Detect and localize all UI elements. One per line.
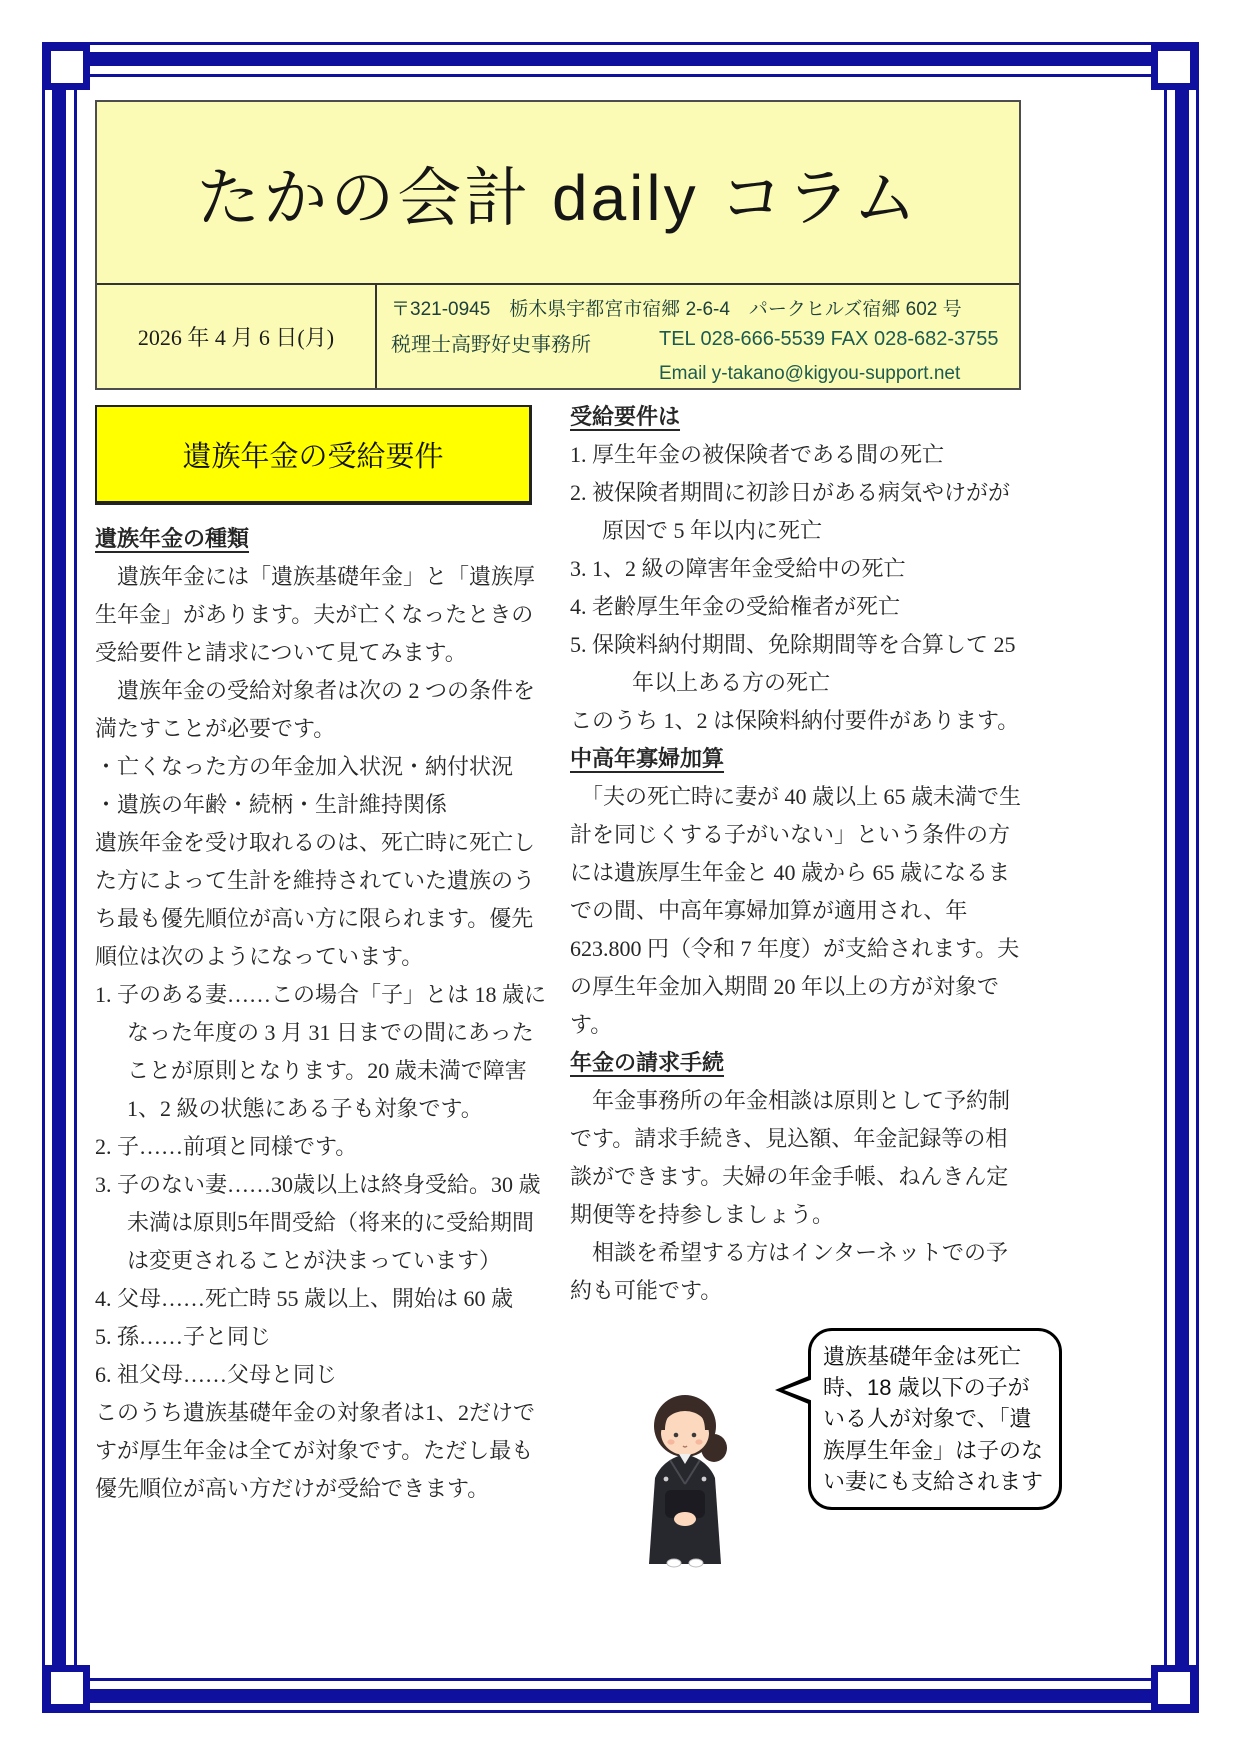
paragraph: 相談を希望する方はインターネットでの予約も可能です。 [570,1240,1009,1303]
frame-corner-top-left [44,44,90,90]
subheading-claim-procedure: 年金の請求手続 [570,1050,725,1075]
paragraph: 遺族年金を受け取れるのは、死亡時に死亡した方によって生計を維持されていた遺族のうち最も優先順位が高い方に限られます。優先順位は次のようになっています。 [95,830,536,969]
frame-corner-bottom-left [44,1665,90,1711]
speech-bubble [808,1328,1062,1510]
frame-corner-bottom-right [1151,1665,1197,1711]
bullet-item: ・遺族の年齢・続柄・生計維持関係 [95,792,448,817]
article-title-box [95,405,532,505]
bullet-item: ・亡くなった方の年金加入状況・納付状況 [95,754,514,779]
paragraph: 遺族年金の受給対象者は次の 2 つの条件を満たすことが必要です。 [95,678,536,741]
numbered-item: 5. 孫……子と同じ [95,1324,272,1349]
numbered-item: 4. 父母……死亡時 55 歳以上、開始は 60 歳 [95,1286,514,1311]
left-column [95,520,553,1508]
numbered-item: 3. 子のない妻……30歳以上は終身受給。30 歳未満は原則5年間受給（将来的に受給期間は変更されることが決まっています） [95,1172,541,1273]
numbered-item: 1. 子のある妻……この場合「子」とは 18 歳になった年度の 3 月 31 日までの間にあったことが原則となります。20 歳未満で障害 1、2 級の状態にある子も対象です。 [95,982,547,1121]
issue-date: 2026 年 4 月 6 日(月) [97,285,377,388]
numbered-item: 5. 保険料納付期間、免除期間等を合算して 25 年以上ある方の死亡 [570,632,1016,695]
right-column [570,398,1044,1568]
paragraph: このうち遺族基礎年金の対象者は1、2だけですが厚生年金は全てが対象です。ただし最も優先順位が高い方だけが受給できます。 [95,1400,536,1501]
subheading-eligibility: 受給要件は [570,404,681,429]
paragraph: 年金事務所の年金相談は原則として予約制です。請求手続き、見込額、年金記録等の相談ができます。夫婦の年金手帳、ねんきん定期便等を持参しましょう。 [570,1088,1011,1227]
office-address: 〒321-0945 栃木県宇都宮市宿郷 2-6-4 パークヒルズ宿郷 602 号 [391,299,962,320]
office-email: Email y-takano@kigyou-support.net [659,363,961,384]
subheading-pension-types: 遺族年金の種類 [95,526,250,551]
office-row [391,328,1009,357]
subheading-widow-addition: 中高年寡婦加算 [570,746,725,771]
numbered-item: 2. 被保険者期間に初診日がある病気やけがが原因で 5 年以内に死亡 [570,480,1011,543]
frame-corner-top-right [1151,44,1197,90]
figure-row [610,1328,1044,1568]
newsletter-title: たかの会計 daily コラム [97,102,1019,285]
article-title: 遺族年金の受給要件 [182,440,444,473]
mourning-woman-illustration [610,1386,760,1568]
paragraph: このうち 1、2 は保険料納付要件があります。 [570,708,1020,733]
numbered-item: 3. 1、2 級の障害年金受給中の死亡 [570,556,906,581]
numbered-item: 1. 厚生年金の被保険者である間の死亡 [570,442,945,467]
speech-bubble-text: 遺族基礎年金は死亡時、18 歳以下の子がいる人が対象で、「遺族厚生年金」は子のない妻にも支給されます [823,1344,1044,1494]
numbered-item: 4. 老齢厚生年金の受給権者が死亡 [570,594,901,619]
paragraph: 「夫の死亡時に妻が 40 歳以上 65 歳未満で生計を同じくする子がいない」という条件の方には遺族厚生年金と 40 歳から 65 歳になるまでの間、中高年寡婦加算が適用され、年 623.800 円（令和 7 年度）が支給されます。夫の厚生年金加入期間 20 年以上の方が対象です。 [570,784,1022,1037]
masthead-info [97,285,1019,388]
numbered-item: 2. 子……前項と同様です。 [95,1134,358,1159]
numbered-item: 6. 祖父母……父母と同じ [95,1362,338,1387]
office-phone: TEL 028-666-5539 FAX 028-682-3755 [659,328,999,350]
contact-block [377,285,1019,388]
masthead [95,100,1021,390]
office-name: 税理士高野好史事務所 [391,334,591,356]
paragraph: 遺族年金には「遺族基礎年金」と「遺族厚生年金」があります。夫が亡くなったときの受給要件と請求について見てみます。 [95,564,536,665]
